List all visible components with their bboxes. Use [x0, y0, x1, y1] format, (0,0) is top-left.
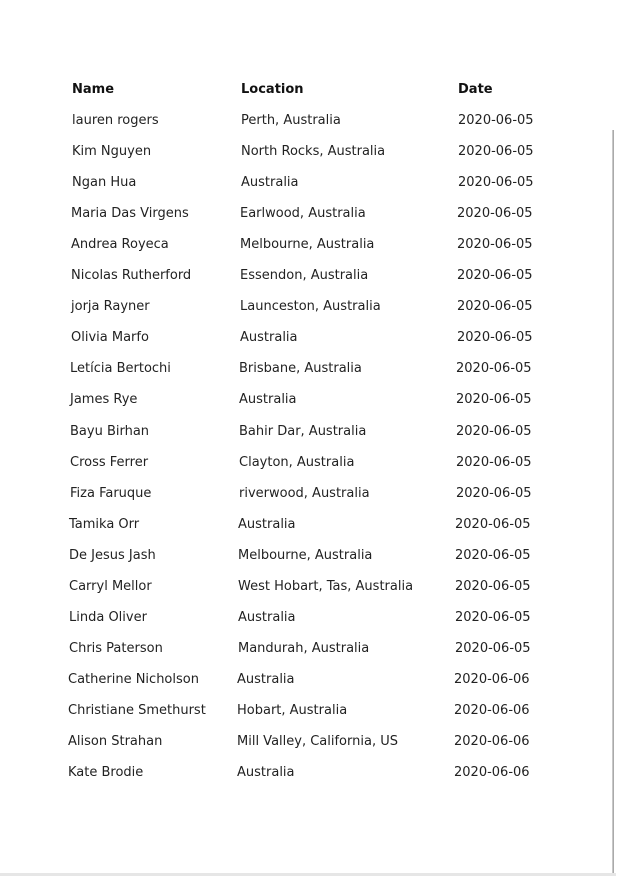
- cell-location: Australia: [237, 765, 295, 781]
- table-row: [0, 204, 599, 224]
- cell-name: Ngan Hua: [72, 175, 137, 191]
- table-header: [0, 80, 600, 100]
- cell-name: Linda Oliver: [69, 609, 147, 625]
- cell-date: 2020-06-05: [458, 175, 534, 191]
- cell-date: 2020-06-06: [454, 671, 530, 687]
- table-row: [0, 359, 598, 379]
- table-row: [0, 577, 597, 597]
- table-row: [0, 390, 598, 410]
- cell-date: 2020-06-05: [458, 113, 534, 128]
- cell-date: 2020-06-05: [458, 144, 534, 160]
- cell-date: 2020-06-05: [456, 392, 532, 408]
- cell-location: Mandurah, Australia: [238, 640, 370, 656]
- cell-name: Carryl Mellor: [69, 578, 152, 594]
- cell-location: Australia: [241, 175, 299, 191]
- table-row: [0, 422, 598, 442]
- table-row: [0, 266, 599, 286]
- table-row: [0, 297, 599, 317]
- cell-location: Hobart, Australia: [237, 702, 348, 718]
- cell-location: Mill Valley, California, US: [237, 734, 398, 749]
- cell-date: 2020-06-06: [454, 734, 530, 749]
- cell-date: 2020-06-05: [457, 268, 533, 284]
- cell-date: 2020-06-05: [456, 485, 532, 501]
- cell-date: 2020-06-06: [454, 702, 530, 718]
- cell-name: Cross Ferrer: [70, 454, 149, 470]
- cell-date: 2020-06-05: [457, 206, 533, 222]
- table-row: [0, 484, 598, 504]
- cell-location: West Hobart, Tas, Australia: [238, 578, 414, 594]
- table-row: [0, 701, 596, 721]
- cell-name: Chris Paterson: [69, 640, 163, 656]
- table-row: [0, 111, 600, 131]
- table-row: [0, 670, 596, 690]
- cell-location: Bahir Dar, Australia: [239, 423, 367, 439]
- table-row: [0, 142, 600, 162]
- column-header-date: Date: [458, 82, 493, 97]
- table-row: [0, 546, 597, 566]
- cell-date: 2020-06-05: [457, 330, 533, 346]
- table-row: [0, 328, 599, 348]
- cell-date: 2020-06-05: [455, 578, 531, 594]
- table-row: [0, 732, 596, 752]
- cell-location: Australia: [239, 392, 297, 408]
- cell-location: Melbourne, Australia: [238, 547, 373, 563]
- cell-name: Bayu Birhan: [70, 423, 150, 439]
- cell-name: Catherine Nicholson: [68, 671, 199, 687]
- page-edge-shadow-right: [612, 130, 614, 874]
- cell-name: De Jesus Jash: [69, 547, 156, 563]
- cell-name: Kim Nguyen: [72, 144, 152, 160]
- cell-name: Andrea Royeca: [71, 237, 169, 253]
- cell-location: Brisbane, Australia: [239, 361, 362, 377]
- cell-location: Australia: [238, 609, 296, 625]
- column-header-name: Name: [72, 82, 115, 97]
- cell-date: 2020-06-05: [456, 361, 532, 377]
- cell-location: Melbourne, Australia: [240, 237, 375, 253]
- cell-date: 2020-06-06: [454, 765, 530, 781]
- cell-location: riverwood, Australia: [239, 485, 370, 501]
- table-row: [0, 763, 596, 783]
- cell-location: Clayton, Australia: [239, 454, 355, 470]
- cell-date: 2020-06-05: [455, 640, 531, 656]
- cell-date: 2020-06-05: [455, 547, 531, 563]
- table-row: [0, 608, 597, 628]
- table-row: [0, 515, 597, 535]
- cell-location: North Rocks, Australia: [241, 144, 386, 160]
- cell-name: Tamika Orr: [69, 516, 140, 532]
- cell-date: 2020-06-05: [455, 609, 531, 625]
- cell-date: 2020-06-05: [455, 516, 531, 532]
- page-edge-shadow-bottom: [0, 873, 616, 876]
- column-header-location: Location: [241, 82, 304, 97]
- cell-name: lauren rogers: [72, 113, 159, 128]
- cell-location: Australia: [240, 330, 298, 346]
- cell-name: jorja Rayner: [71, 299, 150, 315]
- cell-date: 2020-06-05: [457, 299, 533, 315]
- cell-date: 2020-06-05: [456, 423, 532, 439]
- cell-name: Kate Brodie: [68, 765, 144, 781]
- table-row: [0, 639, 597, 659]
- cell-name: Maria Das Virgens: [71, 206, 189, 222]
- table-row: [0, 235, 599, 255]
- cell-location: Australia: [238, 516, 296, 532]
- cell-location: Earlwood, Australia: [240, 206, 366, 222]
- cell-name: Letícia Bertochi: [70, 361, 171, 377]
- table-row: [0, 173, 600, 193]
- cell-name: Alison Strahan: [68, 734, 163, 749]
- cell-location: Launceston, Australia: [240, 299, 381, 315]
- cell-location: Perth, Australia: [241, 113, 341, 128]
- table-row: [0, 453, 598, 473]
- cell-name: Christiane Smethurst: [68, 702, 206, 718]
- cell-location: Essendon, Australia: [240, 268, 369, 284]
- cell-name: Nicolas Rutherford: [71, 268, 192, 284]
- cell-location: Australia: [237, 671, 295, 687]
- cell-date: 2020-06-05: [456, 454, 532, 470]
- cell-name: Fiza Faruque: [70, 485, 152, 501]
- cell-name: James Rye: [70, 392, 138, 408]
- cell-name: Olivia Marfo: [71, 330, 149, 346]
- cell-date: 2020-06-05: [457, 237, 533, 253]
